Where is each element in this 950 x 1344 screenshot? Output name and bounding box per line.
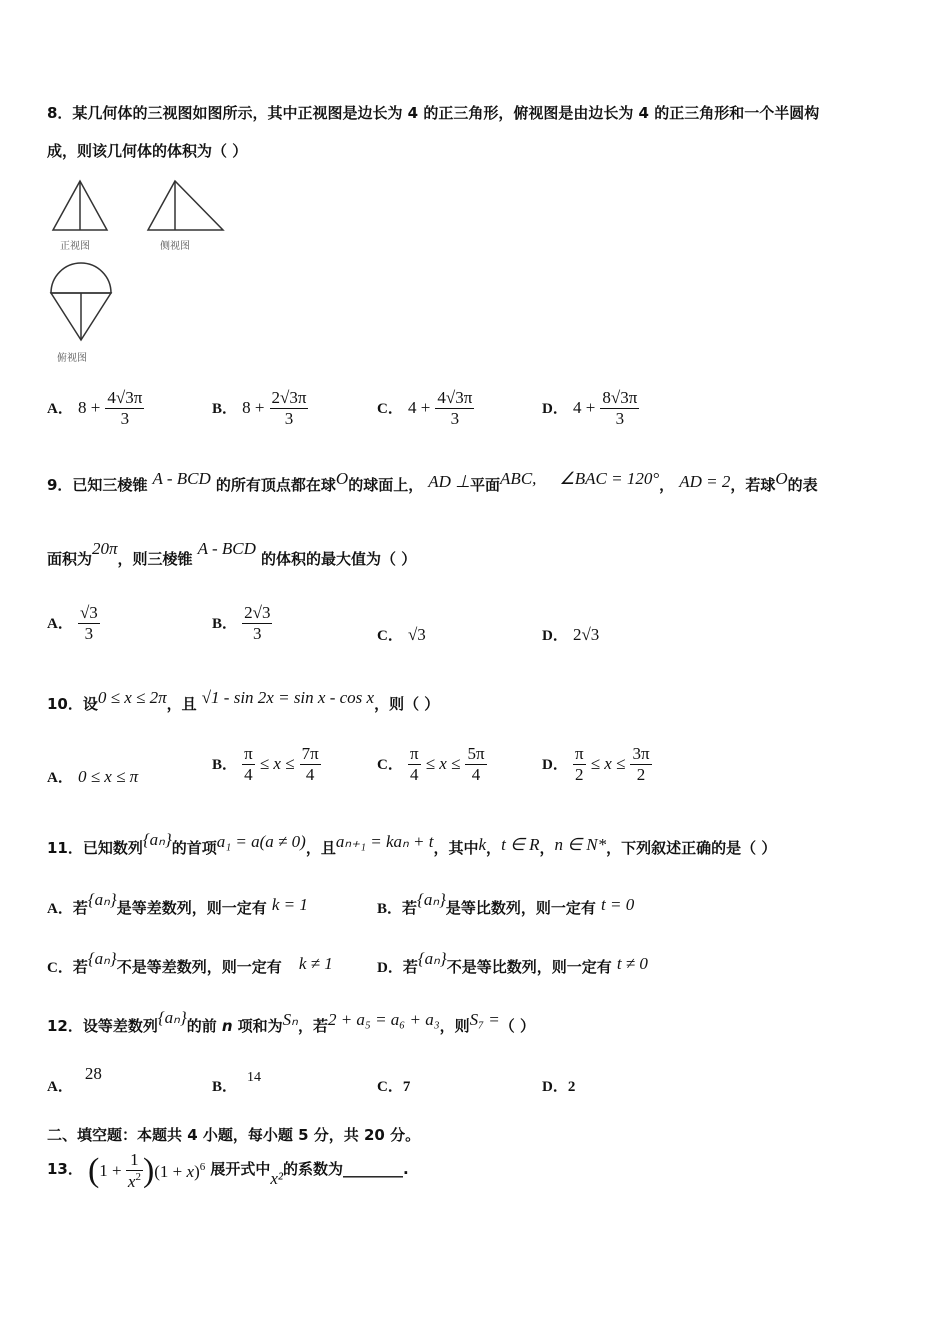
q10-option-a: A． 0 ≤ x ≤ π <box>47 767 139 786</box>
q9-option-d: D． 2√3 <box>542 625 600 644</box>
q10-option-d: D． $\frac{\pi}{2}$ ≤ x ≤ $\frac{3\pi}{2}$ <box>542 744 650 784</box>
front-view-caption: 正视图 <box>60 241 90 252</box>
q8-option-c: C． 4 + $\frac{4√3\pi}{3}$ <box>377 388 473 428</box>
q9-option-a: A． $\frac{√3}{3}$ <box>47 603 98 643</box>
q11-option-b: B．若{aₙ}是等比数列，则一定有 t = 0 <box>377 890 635 917</box>
q8-option-b: B． 8 + $\frac{2√3\pi}{3}$ <box>212 388 307 428</box>
q8-line2: 成，则该几何体的体积为（ ） <box>47 142 248 160</box>
q10-option-b: B． $\frac{\pi}{4}$ ≤ x ≤ $\frac{7\pi}{4}$ <box>212 744 319 784</box>
q9-line1: 9．已知三棱锥 A - BCD 的所有顶点都在球O的球面上， AD ⊥平面ABC, ∠BAC = 120°， AD = 2，若球O的表 <box>47 469 818 494</box>
top-view-semicircle <box>51 263 111 293</box>
side-view-caption: 侧视图 <box>160 241 190 252</box>
section-2-title: 二、填空题：本题共 4 小题，每小题 5 分，共 20 分。 <box>47 1126 421 1144</box>
q11-option-c: C．若{aₙ}不是等差数列，则一定有 k ≠ 1 <box>47 949 333 976</box>
q12-option-c: C．7 <box>377 1079 411 1095</box>
q13-expression: (1 + $\frac{1}{x^2}$ )$(1 + x)^6$ <box>87 1150 206 1191</box>
q8-line1: 8．某几何体的三视图如图所示，其中正视图是边长为 4 的正三角形，俯视图是由边长为 4 的正三角形和一个半圆构 <box>47 104 820 122</box>
side-view-triangle <box>148 181 223 230</box>
q8-option-a: A． 8 + $\frac{4√3\pi}{3}$ <box>47 388 143 428</box>
q10-option-c: C． $\frac{\pi}{4}$ ≤ x ≤ $\frac{5\pi}{4}$ <box>377 744 485 784</box>
q12-option-d: D．2 <box>542 1079 576 1095</box>
q8-option-d: D． 4 + $\frac{8√3\pi}{3}$ <box>542 388 638 428</box>
q11-option-a: A．若{aₙ}是等差数列，则一定有 k = 1 <box>47 890 308 917</box>
q9-line2: 面积为20π，则三棱锥 A - BCD 的体积的最大值为（ ） <box>47 539 417 568</box>
q12-option-a: A．28 <box>47 1064 102 1095</box>
q11-stem: 11．已知数列{aₙ}的首项a₁ = a(a ≠ 0)，且aₙ₊₁ = kaₙ + t，其中k，t ∈ R，n ∈ N*，下列叙述正确的是（ ） <box>47 830 777 857</box>
q13: 13． (1 + $\frac{1}{x^2}$ )$(1 + x)^6$ 展开式中x²的系数为________. <box>47 1150 409 1191</box>
q9-option-b: B． $\frac{2√3}{3}$ <box>212 603 271 643</box>
three-view-figure <box>45 175 235 370</box>
q9-option-c: C． √3 <box>377 625 426 644</box>
q11-option-d: D．若{aₙ}不是等比数列，则一定有 t ≠ 0 <box>377 949 648 976</box>
q12-option-b: B．14 <box>212 1070 262 1095</box>
q10-stem: 10．设0 ≤ x ≤ 2π，且 √1 - sin 2x = sin x - cos x，则（ ） <box>47 688 440 713</box>
top-view-caption: 俯视图 <box>57 353 87 364</box>
q12-stem: 12．设等差数列{aₙ}的前 n 项和为Sₙ，若2 + a₅ = a₆ + a₃，则S₇ =（ ） <box>47 1008 535 1035</box>
